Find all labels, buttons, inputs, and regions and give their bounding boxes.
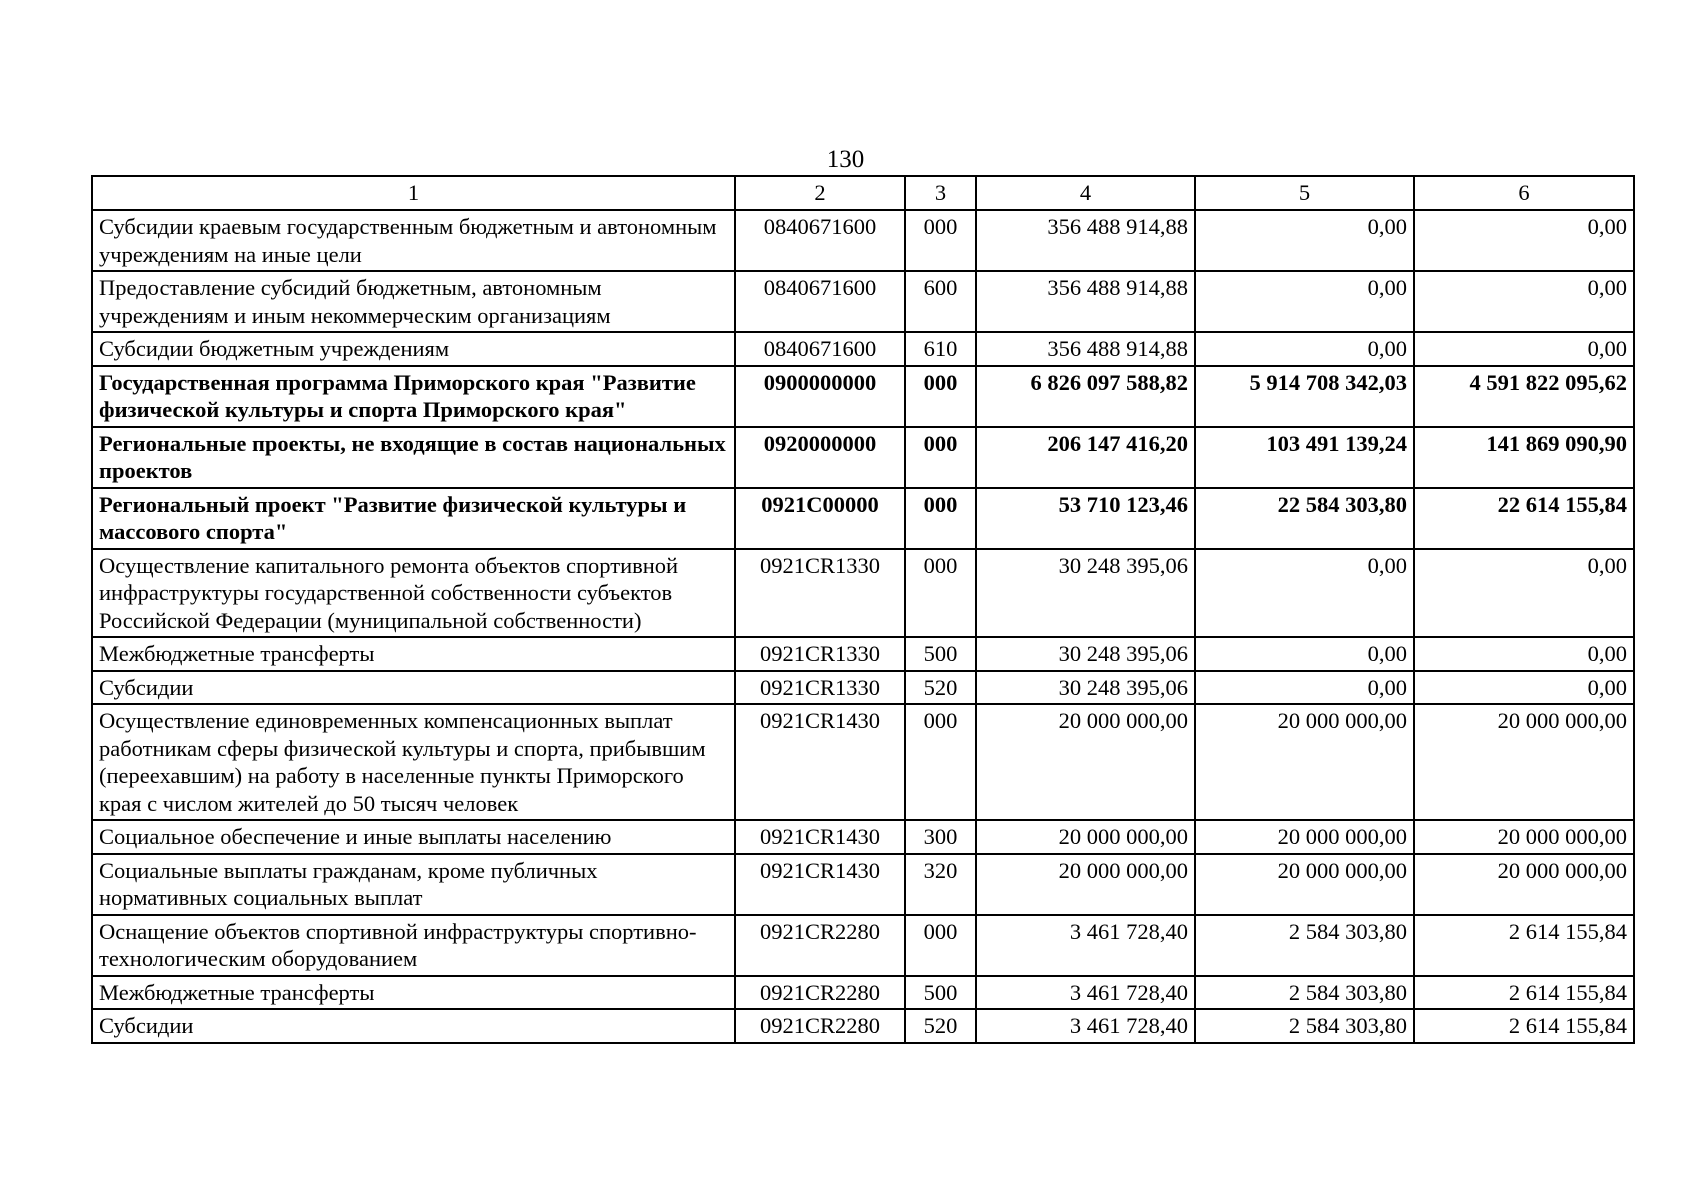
cell-amount-col5: 20 000 000,00 [1195, 704, 1414, 820]
budget-table [91, 175, 1635, 1044]
cell-amount-col4: 3 461 728,40 [976, 1009, 1195, 1043]
table-row [92, 366, 1634, 427]
cell-expense-type: 600 [905, 271, 976, 332]
cell-amount-col6: 20 000 000,00 [1414, 820, 1634, 854]
column-header-4: 4 [976, 176, 1195, 210]
cell-target-code: 0921CR1430 [735, 704, 905, 820]
cell-expense-type: 000 [905, 488, 976, 549]
cell-name: Оснащение объектов спортивной инфраструктуры спортивно-технологическим оборудованием [92, 915, 735, 976]
cell-target-code: 0840671600 [735, 332, 905, 366]
table-row [92, 549, 1634, 638]
cell-amount-col5: 2 584 303,80 [1195, 976, 1414, 1010]
cell-amount-col4: 3 461 728,40 [976, 976, 1195, 1010]
cell-amount-col5: 20 000 000,00 [1195, 820, 1414, 854]
cell-target-code: 0920000000 [735, 427, 905, 488]
cell-amount-col6: 0,00 [1414, 637, 1634, 671]
cell-amount-col6: 0,00 [1414, 271, 1634, 332]
cell-amount-col5: 2 584 303,80 [1195, 1009, 1414, 1043]
cell-amount-col4: 356 488 914,88 [976, 210, 1195, 271]
cell-target-code: 0840671600 [735, 210, 905, 271]
cell-amount-col4: 20 000 000,00 [976, 854, 1195, 915]
cell-amount-col4: 356 488 914,88 [976, 332, 1195, 366]
table-row [92, 637, 1634, 671]
cell-target-code: 0921CR1430 [735, 820, 905, 854]
cell-amount-col6: 20 000 000,00 [1414, 704, 1634, 820]
column-header-2: 2 [735, 176, 905, 210]
cell-amount-col4: 206 147 416,20 [976, 427, 1195, 488]
cell-amount-col5: 0,00 [1195, 549, 1414, 638]
table-row [92, 332, 1634, 366]
cell-name: Осуществление капитального ремонта объектов спортивной инфраструктуры государственной собственности субъектов Российской Федерации (муниципальной собственности) [92, 549, 735, 638]
cell-target-code: 0921CR2280 [735, 915, 905, 976]
column-number-row [92, 176, 1634, 210]
cell-amount-col6: 20 000 000,00 [1414, 854, 1634, 915]
table-row [92, 210, 1634, 271]
cell-amount-col5: 2 584 303,80 [1195, 915, 1414, 976]
table-row [92, 976, 1634, 1010]
cell-target-code: 0921CR2280 [735, 976, 905, 1010]
cell-amount-col5: 0,00 [1195, 271, 1414, 332]
cell-name: Государственная программа Приморского края "Развитие физической культуры и спорта Приморского края" [92, 366, 735, 427]
cell-name: Субсидии [92, 1009, 735, 1043]
cell-amount-col4: 30 248 395,06 [976, 549, 1195, 638]
cell-target-code: 0921CR1330 [735, 671, 905, 705]
cell-name: Региональные проекты, не входящие в состав национальных проектов [92, 427, 735, 488]
table-row [92, 820, 1634, 854]
cell-amount-col6: 0,00 [1414, 332, 1634, 366]
cell-target-code: 0921CR1330 [735, 549, 905, 638]
table-row [92, 488, 1634, 549]
cell-amount-col5: 0,00 [1195, 332, 1414, 366]
cell-expense-type: 500 [905, 637, 976, 671]
table-row [92, 671, 1634, 705]
cell-expense-type: 610 [905, 332, 976, 366]
cell-expense-type: 520 [905, 1009, 976, 1043]
cell-amount-col6: 2 614 155,84 [1414, 915, 1634, 976]
cell-amount-col5: 0,00 [1195, 671, 1414, 705]
cell-expense-type: 520 [905, 671, 976, 705]
cell-expense-type: 320 [905, 854, 976, 915]
table-row [92, 1009, 1634, 1043]
cell-amount-col5: 0,00 [1195, 210, 1414, 271]
cell-expense-type: 000 [905, 366, 976, 427]
cell-amount-col6: 2 614 155,84 [1414, 976, 1634, 1010]
cell-amount-col4: 356 488 914,88 [976, 271, 1195, 332]
table-row [92, 854, 1634, 915]
cell-amount-col5: 22 584 303,80 [1195, 488, 1414, 549]
cell-name: Субсидии краевым государственным бюджетным и автономным учреждениям на иные цели [92, 210, 735, 271]
cell-amount-col4: 30 248 395,06 [976, 671, 1195, 705]
table-row [92, 915, 1634, 976]
cell-expense-type: 300 [905, 820, 976, 854]
cell-target-code: 0921CR1430 [735, 854, 905, 915]
cell-expense-type: 000 [905, 915, 976, 976]
cell-target-code: 0921CR2280 [735, 1009, 905, 1043]
cell-expense-type: 000 [905, 704, 976, 820]
column-header-5: 5 [1195, 176, 1414, 210]
cell-target-code: 0921C00000 [735, 488, 905, 549]
cell-expense-type: 000 [905, 549, 976, 638]
column-header-1: 1 [92, 176, 735, 210]
cell-name: Межбюджетные трансферты [92, 976, 735, 1010]
cell-amount-col6: 0,00 [1414, 549, 1634, 638]
cell-amount-col5: 0,00 [1195, 637, 1414, 671]
cell-amount-col6: 141 869 090,90 [1414, 427, 1634, 488]
cell-amount-col5: 20 000 000,00 [1195, 854, 1414, 915]
cell-amount-col5: 103 491 139,24 [1195, 427, 1414, 488]
cell-name: Предоставление субсидий бюджетным, автономным учреждениям и иным некоммерческим организациям [92, 271, 735, 332]
cell-amount-col6: 2 614 155,84 [1414, 1009, 1634, 1043]
cell-amount-col4: 3 461 728,40 [976, 915, 1195, 976]
cell-amount-col6: 0,00 [1414, 671, 1634, 705]
table-row [92, 704, 1634, 820]
cell-expense-type: 000 [905, 210, 976, 271]
cell-name: Осуществление единовременных компенсационных выплат работникам сферы физической культуры и спорта, прибывшим (переехавшим) на работу в населенные пункты Приморского края с числом жителей до 50 тысяч человек [92, 704, 735, 820]
cell-name: Субсидии бюджетным учреждениям [92, 332, 735, 366]
cell-amount-col4: 20 000 000,00 [976, 704, 1195, 820]
table-row [92, 271, 1634, 332]
cell-amount-col4: 30 248 395,06 [976, 637, 1195, 671]
cell-name: Социальное обеспечение и иные выплаты населению [92, 820, 735, 854]
cell-amount-col6: 22 614 155,84 [1414, 488, 1634, 549]
cell-expense-type: 000 [905, 427, 976, 488]
cell-target-code: 0840671600 [735, 271, 905, 332]
cell-name: Социальные выплаты гражданам, кроме публичных нормативных социальных выплат [92, 854, 735, 915]
cell-amount-col6: 0,00 [1414, 210, 1634, 271]
cell-target-code: 0900000000 [735, 366, 905, 427]
cell-name: Субсидии [92, 671, 735, 705]
cell-amount-col6: 4 591 822 095,62 [1414, 366, 1634, 427]
column-header-6: 6 [1414, 176, 1634, 210]
cell-name: Межбюджетные трансферты [92, 637, 735, 671]
cell-amount-col4: 6 826 097 588,82 [976, 366, 1195, 427]
column-header-3: 3 [905, 176, 976, 210]
cell-amount-col4: 20 000 000,00 [976, 820, 1195, 854]
cell-name: Региональный проект "Развитие физической культуры и массового спорта" [92, 488, 735, 549]
cell-amount-col5: 5 914 708 342,03 [1195, 366, 1414, 427]
cell-amount-col4: 53 710 123,46 [976, 488, 1195, 549]
table-row [92, 427, 1634, 488]
page-number: 130 [826, 146, 865, 173]
cell-target-code: 0921CR1330 [735, 637, 905, 671]
cell-expense-type: 500 [905, 976, 976, 1010]
